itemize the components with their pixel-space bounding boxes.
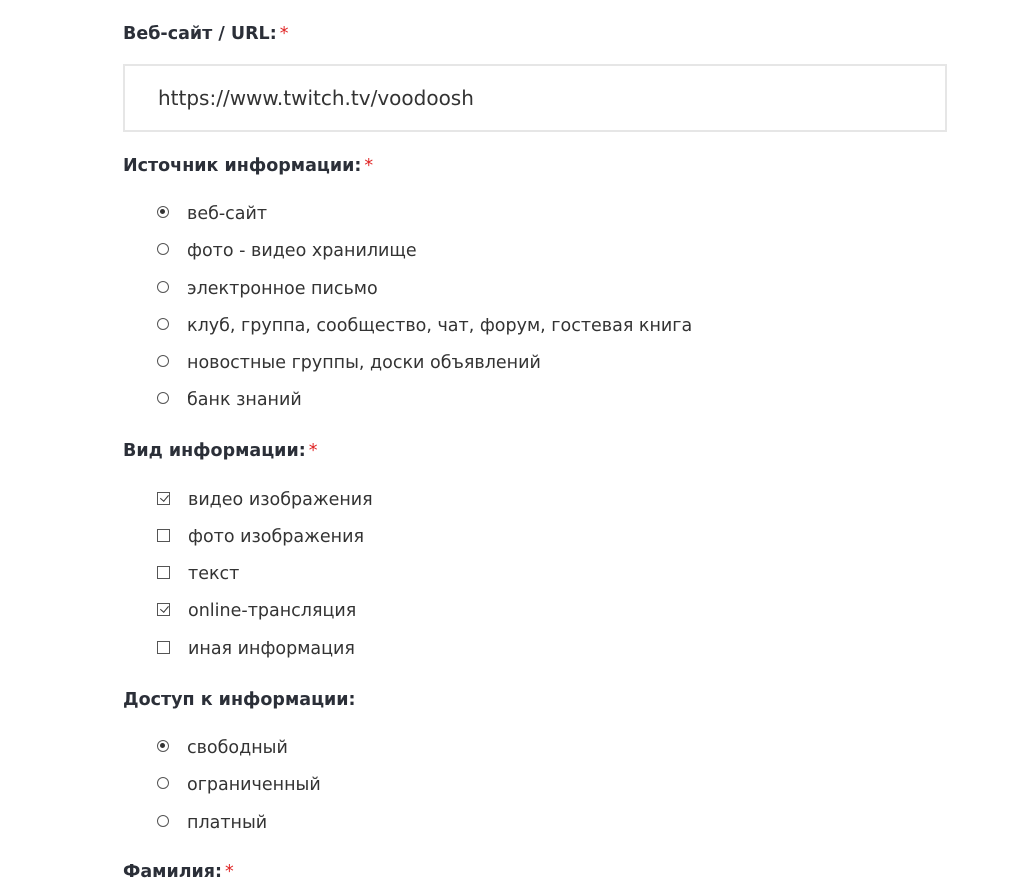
- checkbox[interactable]: [157, 529, 170, 542]
- url-label-text: Веб-сайт / URL:: [123, 24, 277, 44]
- required-mark: *: [308, 441, 318, 461]
- type-option-photo[interactable]: [157, 524, 364, 550]
- url-input[interactable]: [123, 64, 947, 132]
- access-option-paid[interactable]: [157, 810, 267, 836]
- access-label: [123, 689, 356, 711]
- option-label: свободный: [187, 738, 288, 758]
- source-label-text: Источник информации:: [123, 156, 362, 176]
- access-label-text: Доступ к информации:: [123, 690, 356, 710]
- option-label: электронное письмо: [187, 279, 378, 299]
- access-option-restricted[interactable]: [157, 772, 321, 798]
- source-option-website[interactable]: [157, 201, 267, 227]
- option-label: веб-сайт: [187, 204, 268, 224]
- option-label: клуб, группа, сообщество, чат, форум, гостевая книга: [187, 316, 693, 336]
- option-label: платный: [187, 813, 268, 833]
- option-label: online-трансляция: [188, 601, 357, 621]
- option-label: фото изображения: [188, 527, 365, 547]
- checkbox[interactable]: [157, 641, 170, 654]
- source-label: [123, 155, 373, 177]
- type-option-online-broadcast[interactable]: [157, 598, 356, 624]
- radio-selected[interactable]: [157, 206, 169, 218]
- source-option-email[interactable]: [157, 276, 378, 302]
- required-mark: *: [364, 156, 374, 176]
- option-label: текст: [188, 564, 240, 584]
- required-mark: *: [279, 24, 289, 44]
- source-option-knowledge-bank[interactable]: [157, 387, 302, 413]
- radio-selected[interactable]: [157, 740, 169, 752]
- url-label: [123, 23, 288, 45]
- type-label: [123, 440, 317, 462]
- type-option-other[interactable]: [157, 636, 355, 662]
- checkbox-checked[interactable]: [157, 492, 170, 505]
- radio[interactable]: [157, 392, 169, 404]
- option-label: фото - видео хранилище: [187, 241, 417, 261]
- option-label: иная информация: [188, 639, 355, 659]
- source-option-photo-video-storage[interactable]: [157, 238, 417, 264]
- type-label-text: Вид информации:: [123, 441, 306, 461]
- option-label: новостные группы, доски объявлений: [187, 353, 541, 373]
- option-label: видео изображения: [188, 490, 373, 510]
- required-mark: *: [225, 862, 234, 882]
- surname-label-text: Фамилия:: [123, 862, 223, 882]
- source-option-club-group[interactable]: [157, 313, 692, 339]
- surname-label: [123, 861, 234, 883]
- radio[interactable]: [157, 815, 169, 827]
- type-option-text[interactable]: [157, 561, 239, 587]
- radio[interactable]: [157, 777, 169, 789]
- radio[interactable]: [157, 355, 169, 367]
- radio[interactable]: [157, 243, 169, 255]
- radio[interactable]: [157, 281, 169, 293]
- radio[interactable]: [157, 318, 169, 330]
- checkbox-checked[interactable]: [157, 603, 170, 616]
- access-option-free[interactable]: [157, 735, 288, 761]
- checkbox[interactable]: [157, 566, 170, 579]
- option-label: банк знаний: [187, 390, 302, 410]
- option-label: ограниченный: [187, 775, 321, 795]
- source-option-news-groups[interactable]: [157, 350, 541, 376]
- type-option-video[interactable]: [157, 487, 373, 513]
